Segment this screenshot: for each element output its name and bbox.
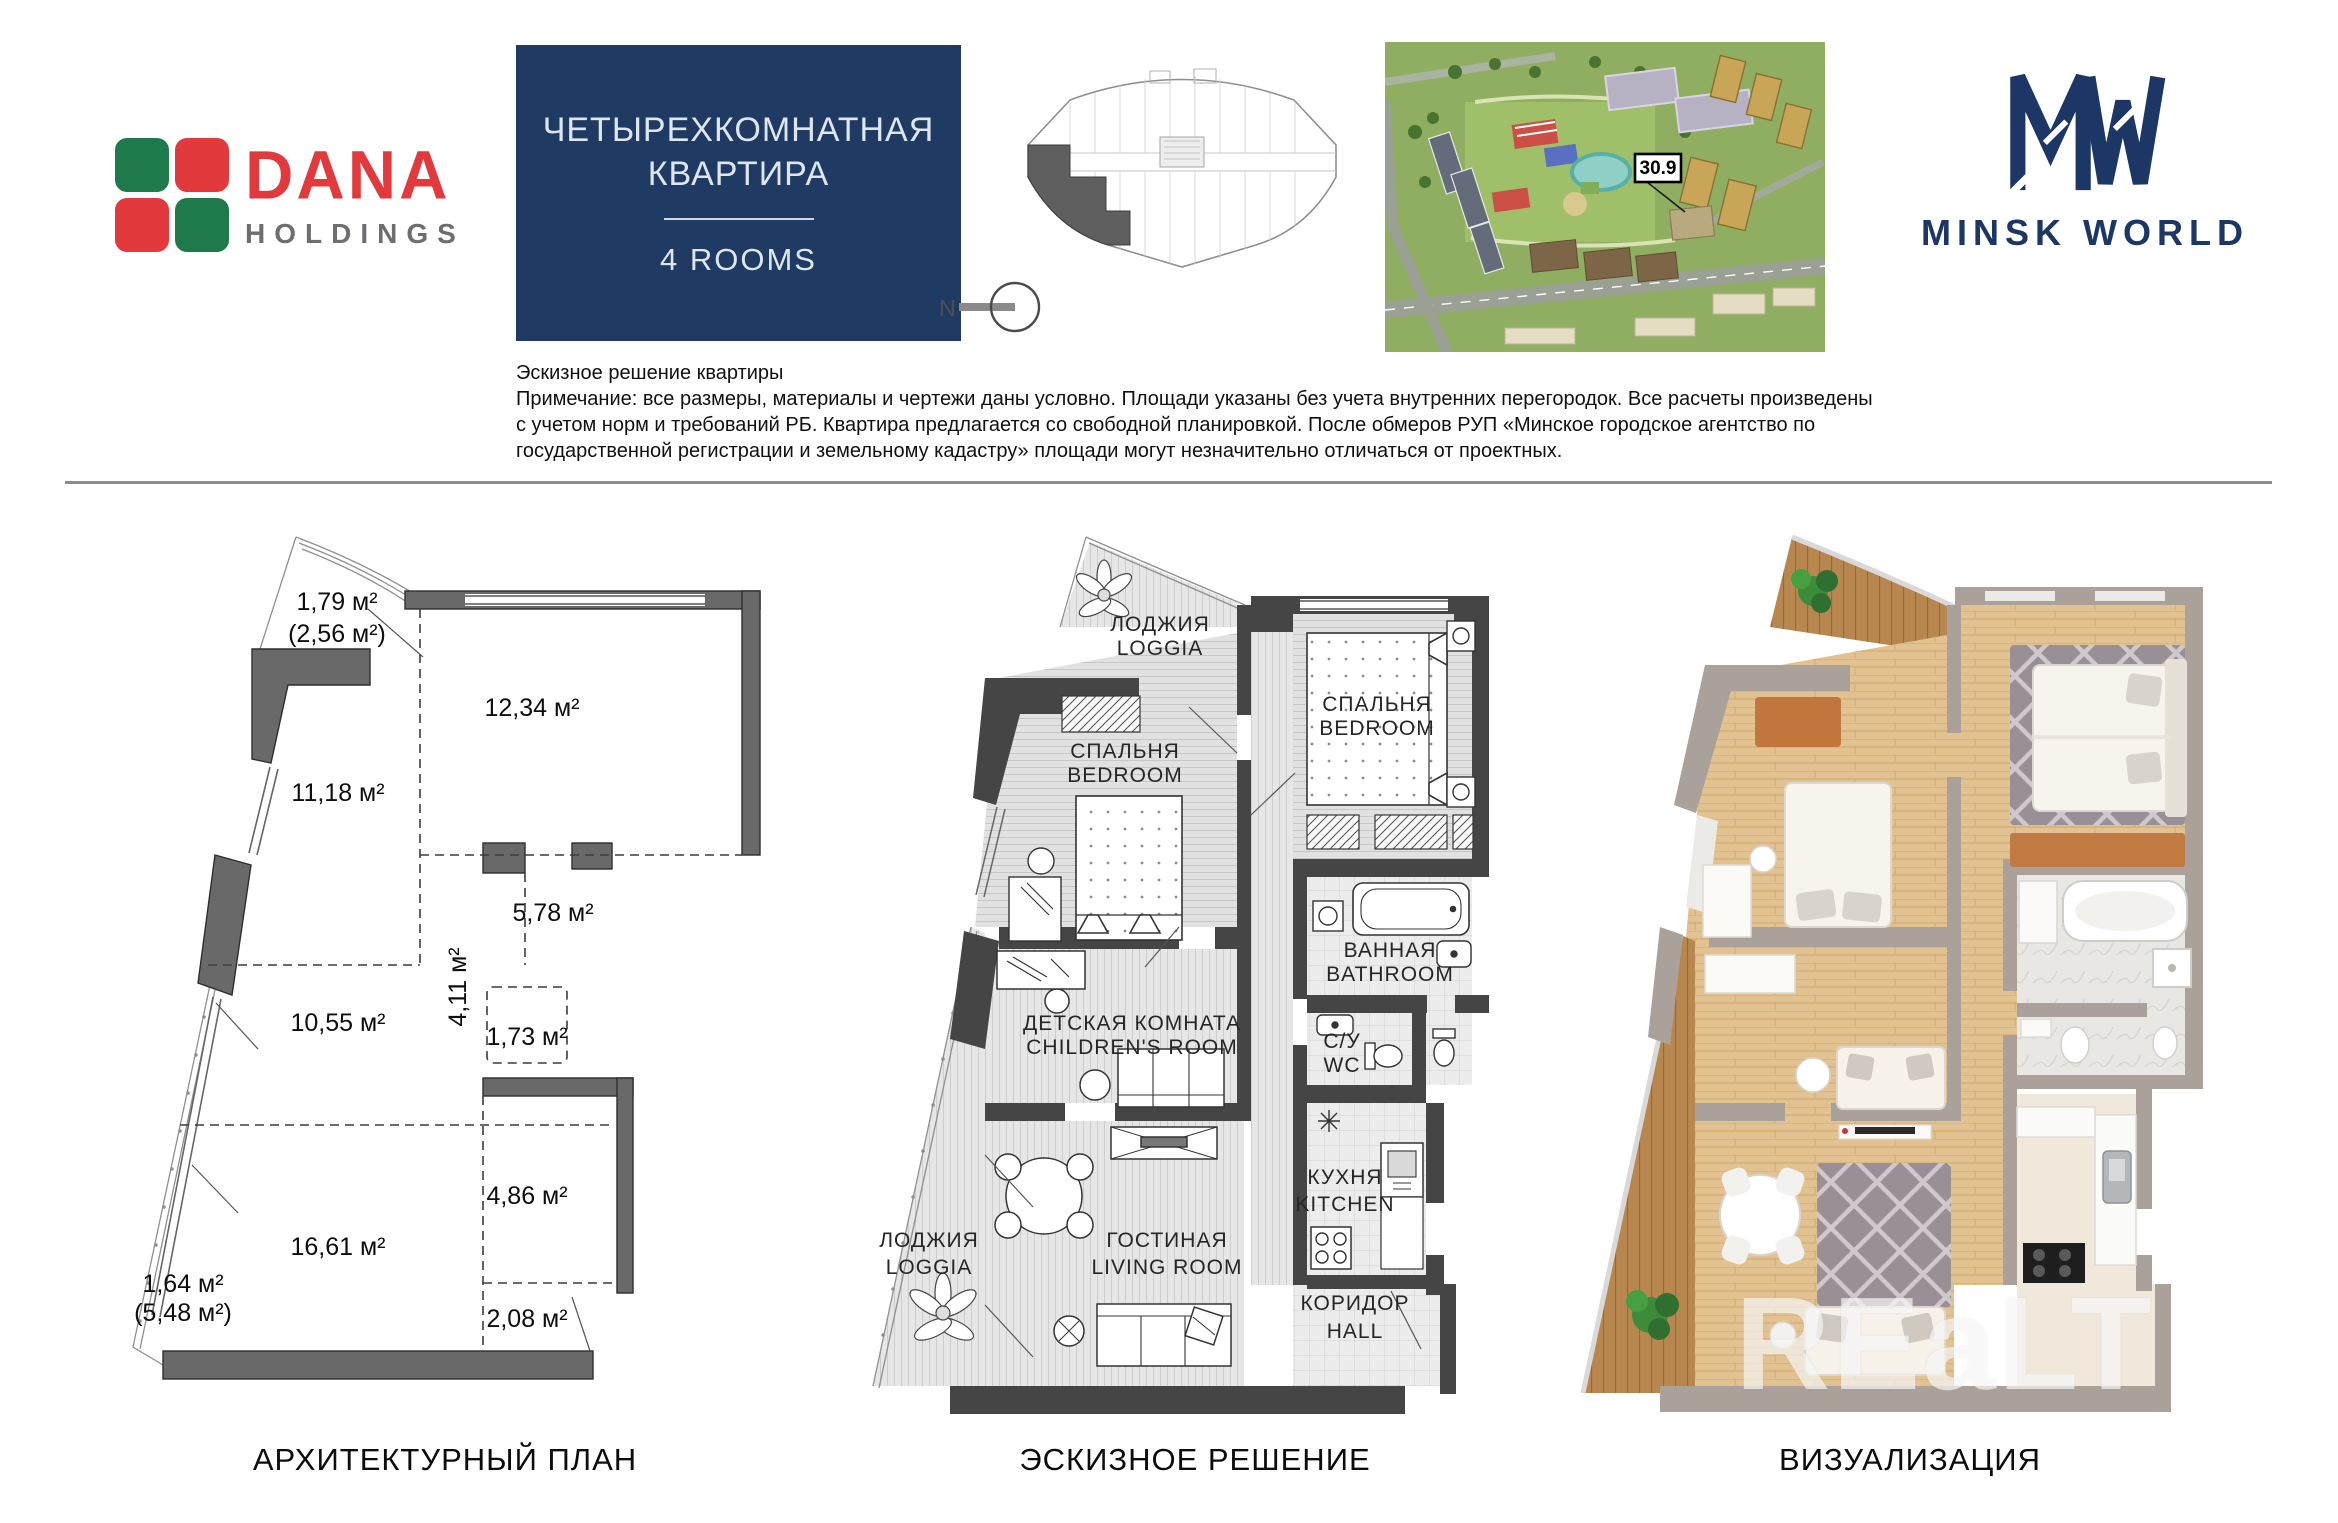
dana-logo-squares-icon <box>115 138 229 252</box>
label-kitchen-ru: КУХНЯ <box>1307 1166 1383 1189</box>
title-line-2: КВАРТИРА <box>647 155 830 193</box>
disclaimer-line: с учетом норм и требований РБ. Квартира предлагается со свободной планировкой. После обмеров РУП «Минское городское агентство по <box>516 414 1816 436</box>
logo-square-red <box>115 198 169 252</box>
toilet-icon <box>1365 1043 1402 1069</box>
caption-sketch-plan: ЭСКИЗНОЕ РЕШЕНИЕ <box>1019 1442 1371 1477</box>
area-loggia-top-total: (2,56 м²) <box>288 620 386 648</box>
area-loggia-bottom-total: (5,48 м²) <box>134 1299 232 1327</box>
label-wc-ru: С/У <box>1323 1030 1361 1053</box>
stair-core <box>1160 137 1204 167</box>
dana-logo-name: DANA <box>245 137 451 214</box>
label-children-en: CHILDREN'S ROOM <box>1026 1036 1238 1059</box>
label-loggia-top-en: LOGGIA <box>1116 637 1204 660</box>
minsk-world-name: MINSK WORLD <box>1921 212 2249 253</box>
architectural-plan-drawing <box>120 525 770 1410</box>
bathtub-icon <box>1353 883 1469 935</box>
logo-square-green <box>115 138 169 192</box>
section-divider <box>65 481 2272 484</box>
area-bedroom-left: 11,18 м² <box>291 779 385 807</box>
disclaimer-title: Эскизное решение квартиры <box>516 362 784 384</box>
building-number-badge <box>1635 154 1681 182</box>
area-corridor: 4,11 м² <box>444 947 472 1027</box>
building-floorplate-diagram <box>1010 45 1355 290</box>
area-hall: 2,08 м² <box>486 1305 568 1333</box>
area-bedroom-right: 12,34 м² <box>484 694 580 722</box>
floorplate-outline <box>1028 80 1336 268</box>
label-living-en: LIVING ROOM <box>1091 1256 1243 1279</box>
label-hall-ru: КОРИДОР <box>1300 1292 1410 1315</box>
washer-icon <box>1313 901 1343 931</box>
label-loggia-bottom-ru: ЛОДЖИЯ <box>879 1229 979 1252</box>
tv-unit-icon <box>1111 1127 1217 1159</box>
area-loggia-top: 1,79 м² <box>296 588 378 616</box>
viz-bedroom-right <box>2010 645 2187 867</box>
disclaimer-block <box>516 360 1876 464</box>
area-kitchen: 4,86 м² <box>486 1182 568 1210</box>
building-number: 30.9 <box>1639 158 1677 179</box>
sketch-plan-drawing <box>845 515 1545 1420</box>
label-bathroom-ru: ВАННАЯ <box>1343 939 1437 962</box>
compass-north-label: N <box>939 295 956 321</box>
label-bedroom-left-en: BEDROOM <box>1067 764 1183 787</box>
label-kitchen-en: KITCHEN <box>1295 1193 1395 1216</box>
dana-holdings-logo <box>115 138 465 252</box>
caption-visualization: ВИЗУАЛИЗАЦИЯ <box>1779 1442 2041 1477</box>
area-bathroom: 5,78 м² <box>512 899 594 927</box>
compass-needle <box>959 303 1015 311</box>
area-loggia-bottom: 1,64 м² <box>142 1270 224 1298</box>
label-loggia-bottom-en: LOGGIA <box>885 1256 973 1279</box>
label-loggia-top-ru: ЛОДЖИЯ <box>1110 613 1210 636</box>
label-wc-en: WC <box>1323 1054 1361 1077</box>
label-bathroom-en: BATHROOM <box>1326 963 1454 986</box>
disclaimer-line: Примечание: все размеры, материалы и чертежи даны условно. Площади указаны без учета внутренних перегородок. Все расчеты произведены <box>516 388 1873 410</box>
disclaimer-line: государственной регистрации и земельному кадастру» площади могут незначительно отличаться от проектных. <box>516 440 1563 462</box>
mw-monogram-icon <box>1998 68 2173 198</box>
dining-table-icon <box>995 1154 1093 1238</box>
area-living: 16,61 м² <box>290 1233 386 1261</box>
label-bedroom-right-ru: СПАЛЬНЯ <box>1322 693 1432 716</box>
aerial-site-map <box>1385 42 1825 352</box>
toilet-icon <box>1433 1029 1455 1066</box>
label-bedroom-right-en: BEDROOM <box>1319 717 1435 740</box>
north-compass-icon <box>935 272 1050 344</box>
logo-square-green <box>175 198 229 252</box>
label-bedroom-left-ru: СПАЛЬНЯ <box>1070 740 1180 763</box>
label-children-ru: ДЕТСКАЯ КОМНАТА <box>1023 1012 1241 1035</box>
label-hall-en: HALL <box>1326 1320 1384 1343</box>
minsk-world-logo <box>1921 68 2249 318</box>
apartment-title-box <box>516 45 961 341</box>
title-line-1: ЧЕТЫРЕХКОМНАТНАЯ <box>542 111 935 149</box>
bed-double-icon <box>1076 796 1182 940</box>
label-living-ru: ГОСТИНАЯ <box>1106 1229 1228 1252</box>
logo-square-red <box>175 138 229 192</box>
realt-watermark: REaLT <box>1735 1270 2154 1417</box>
dana-logo-subtitle: HOLDINGS <box>245 218 465 249</box>
area-wc: 1,73 м² <box>486 1023 568 1051</box>
caption-architectural-plan: АРХИТЕКТУРНЫЙ ПЛАН <box>252 1442 638 1477</box>
title-divider <box>664 218 814 220</box>
area-children: 10,55 м² <box>290 1009 386 1037</box>
visualization-3d-render <box>1555 515 2265 1420</box>
rooms-count-label: 4 ROOMS <box>660 242 817 277</box>
